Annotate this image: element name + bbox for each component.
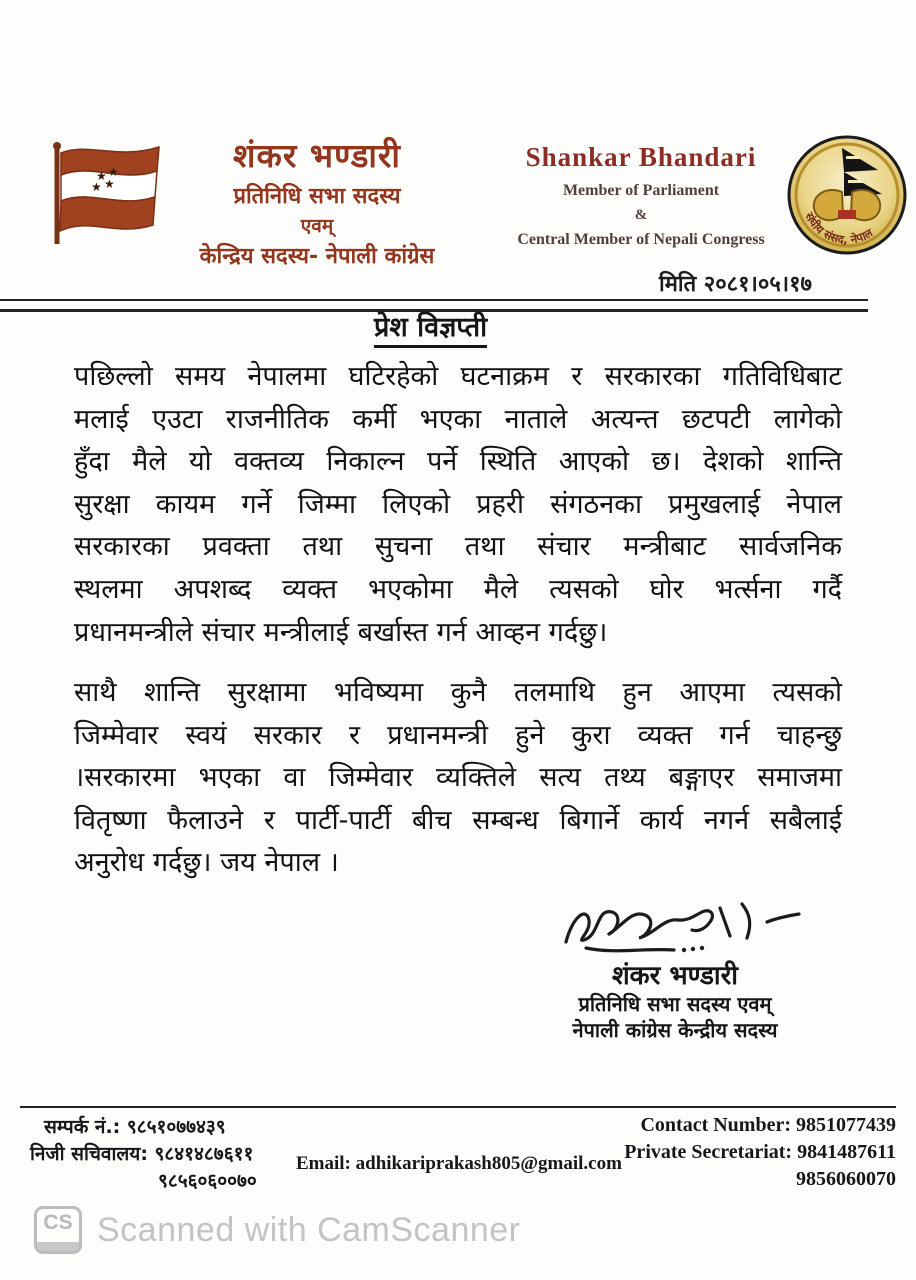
seal-curved-text: संघीय संसद, नेपाल xyxy=(802,210,876,247)
footer-secondary-number-np: ९८५६०६००७० xyxy=(158,1170,257,1192)
paragraph-line: हुँदा मैले यो वक्तव्य निकाल्न पर्ने स्थिति आएको छ। देशको शान्ति xyxy=(74,446,842,478)
paragraph-line: स्थलमा अपशब्द व्यक्त भएकोमा मैले त्यसको घोर भर्त्सना गर्दै xyxy=(74,573,842,605)
paragraph-line: ।सरकारमा भएका वा जिम्मेवार व्यक्तिले सत्य तथ्य बङ्गाएर समाजमा xyxy=(74,762,842,794)
paragraph-line: पछिल्लो समय नेपालमा घटिरहेको घटनाक्रम र सरकारका गतिविधिबाट xyxy=(74,361,842,392)
press-release-title xyxy=(374,307,487,348)
paragraph-line: जिम्मेवार स्वयं सरकार र प्रधानमन्त्री हुने कुरा व्यक्त गर्न चाहन्छु xyxy=(74,719,842,751)
svg-text:★: ★ xyxy=(104,177,115,191)
letterhead-name-nepali: शंकर भण्डारी xyxy=(233,136,401,175)
handwritten-signature-icon xyxy=(552,892,818,958)
signatory-role-2: नेपाली कांग्रेस केन्द्रीय सदस्य xyxy=(572,1018,778,1042)
footer-contact-english xyxy=(624,1112,896,1193)
letterhead-role-nepali-3: केन्द्रिय सदस्य- नेपाली कांग्रेस xyxy=(199,244,435,269)
svg-text:★: ★ xyxy=(96,169,107,183)
letterhead-role-english-3: Central Member of Nepali Congress xyxy=(517,231,765,248)
footer-divider-rule xyxy=(20,1106,896,1108)
letterhead-role-nepali-2: एवम् xyxy=(300,215,334,237)
signatory-role-1: प्रतिनिधि सभा सदस्य एवम् xyxy=(578,992,772,1016)
paragraph-line: सुरक्षा कायम गर्ने जिम्मा लिएको प्रहरी संगठनका प्रमुखलाई नेपाल xyxy=(74,488,842,520)
paragraph-line: अनुरोध गर्दछु। जय नेपाल । xyxy=(74,847,339,879)
camscanner-badge-icon xyxy=(34,1206,82,1254)
body-paragraph-1 xyxy=(74,356,842,654)
camscanner-watermark-text: Scanned with CamScanner xyxy=(97,1210,521,1249)
paragraph-line: प्रधानमन्त्रीले संचार मन्त्रीलाई बर्खास्त गर्न आव्हन गर्दछु। xyxy=(74,616,608,648)
footer-private-secretariat-np: निजी सचिवालय: ९८४१४८७६११ xyxy=(30,1143,254,1165)
signatory-name: शंकर भण्डारी xyxy=(612,961,738,991)
camscanner-badge-letters: CS xyxy=(43,1211,73,1234)
paragraph-line: सरकारका प्रवक्ता तथा सुचना तथा संचार मन्त्रीबाट सार्वजनिक xyxy=(74,531,842,563)
press-release-title-text: प्रेश विज्ञप्ती xyxy=(374,307,487,348)
footer-contact-number-np: सम्पर्क नं.: ९८५१०७७४३९ xyxy=(44,1116,226,1138)
footer-contact-number-en: Contact Number: 9851077439 xyxy=(640,1114,896,1136)
letterhead-name-english: Shankar Bhandari xyxy=(525,142,757,172)
paragraph-line: साथै शान्ति सुरक्षामा भविष्यमा कुनै तलमाथि हुन आएमा त्यसको xyxy=(74,677,842,708)
letterhead-role-nepali-1: प्रतिनिधि सभा सदस्य xyxy=(233,184,401,209)
letter-date: मिति २०८१।०५।१७ xyxy=(659,272,812,297)
footer-private-secretariat-en: Private Secretariat: 9841487611 xyxy=(624,1141,896,1163)
footer-secondary-number-en: 9856060070 xyxy=(796,1168,896,1190)
footer-email: Email: adhikariprakash805@gmail.com xyxy=(296,1153,622,1174)
letterhead-nepali-block xyxy=(152,136,482,270)
letterhead-ampersand: & xyxy=(634,207,648,223)
paragraph-line: वितृष्णा फैलाउने र पार्टी-पार्टी बीच सम्बन्ध बिगार्ने कार्य नगर्न सबैलाई xyxy=(74,804,842,836)
svg-text:★: ★ xyxy=(108,165,119,179)
body-paragraph-2 xyxy=(74,672,842,885)
camscanner-watermark xyxy=(34,1206,521,1254)
footer-contact-nepali xyxy=(30,1114,257,1195)
paragraph-line: मलाई एउटा राजनीतिक कर्मी भएका नाताले अत्यन्त छटपटी लागेको xyxy=(74,403,842,435)
letterhead-role-english-1: Member of Parliament xyxy=(562,182,720,199)
federal-parliament-seal-icon xyxy=(786,134,908,256)
letterhead-english-block xyxy=(496,142,786,249)
svg-text:★: ★ xyxy=(91,180,102,194)
